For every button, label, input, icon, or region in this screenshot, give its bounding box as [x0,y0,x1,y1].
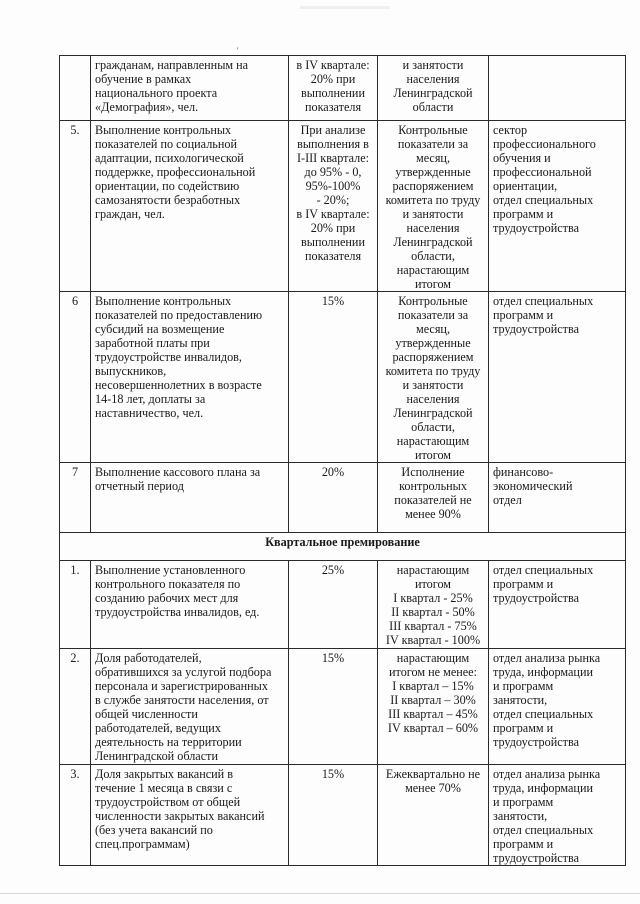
condition-line: II квартал - 50% [391,605,475,619]
condition-line: итогом [414,577,452,591]
condition-line: IV квартал – 60% [387,721,479,735]
page-bottom-edge [0,893,640,894]
weight-line: в IV квартале: [296,58,370,72]
condition-line: области [412,100,454,114]
condition-line: нарастающим [396,263,470,277]
criterion-cell [91,463,289,533]
condition-line: Ленинградской [393,86,473,100]
table-row [60,56,626,121]
responsible-cell [489,56,626,121]
weight-line: I-III квартале: [296,151,370,165]
condition-line: I квартал – 15% [392,679,474,693]
criterion-line: течение 1 месяца в связи с [95,781,233,795]
criterion-line: Ленинградской области [95,749,218,763]
criterion-line: (без учета вакансий по [95,823,213,837]
responsible-cell [489,292,626,463]
row-number: 1. [60,561,91,649]
condition-line: и занятости [402,207,464,221]
criterion-line: персонала и зарегистрированных [95,679,268,693]
criterion-line: субсидий на возмещение [95,322,225,336]
responsible-line: трудоустройства [493,851,579,865]
scan-dot: ' [237,46,239,55]
condition-line: III квартал - 75% [389,619,477,633]
criterion-line: трудоустройством от общей [95,795,241,809]
responsible-line: программ и [493,837,554,851]
condition-line: комитета по труду [385,364,481,378]
responsible-line: занятости, [493,809,548,823]
criterion-line: Выполнение кассового плана за [95,465,261,479]
criterion-line: деятельность на территории [95,735,242,749]
condition-line: Исполнение [401,465,465,479]
criterion-line: ориентации, по содействию [95,179,240,193]
condition-line: месяц, [415,151,450,165]
condition-line: распоряжением [392,350,474,364]
criterion-line: общей численности [95,707,198,721]
table-row [60,649,626,765]
weight-line: в IV квартале: [296,207,370,221]
condition-line: менее 90% [405,507,461,521]
condition-line: итогом [414,277,452,291]
criterion-line: Выполнение установленного [95,563,246,577]
weight-line: При анализе [300,123,366,137]
condition-line: утвержденные [395,165,471,179]
condition-cell [378,649,489,765]
criterion-line: трудоустройства инвалидов, ед. [95,605,260,619]
weight-line: 15% [321,651,345,665]
table-row [60,463,626,533]
condition-line: населения [406,72,460,86]
responsible-line: профессионального [493,137,596,151]
responsible-line: отдел специальных [493,823,594,837]
condition-cell [378,292,489,463]
responsible-line: экономический [493,479,573,493]
criterion-line: национального проекта [95,86,218,100]
criterion-line: показателей по предоставлению [95,308,263,322]
weight-line: выполнении [301,86,365,100]
row-number: 6 [60,292,91,463]
criterion-line: работодателей, ведущих [95,721,221,735]
weight-line: 20% при [310,72,356,86]
condition-cell [378,463,489,533]
condition-line: Ежеквартально не [385,767,481,781]
weight-cell [289,463,378,533]
table-body [60,56,626,866]
row-number: 3. [60,765,91,866]
responsible-line: программ и [493,577,554,591]
condition-line: утвержденные [395,336,471,350]
condition-line: Ленинградской [393,235,473,249]
responsible-line: отдел специальных [493,294,594,308]
criterion-cell [91,649,289,765]
criterion-line: граждан, чел. [95,207,165,221]
responsible-line: программ и [493,721,554,735]
responsible-line: отдел специальных [493,193,594,207]
criterion-cell [91,561,289,649]
criterion-line: Доля работодателей, [95,651,202,665]
criterion-cell [91,292,289,463]
responsible-line: отдел анализа рынка [493,651,601,665]
responsible-line: программ и [493,207,554,221]
criterion-line: спец.программам) [95,837,190,851]
condition-line: Контрольные [398,123,468,137]
criterion-line: контрольного показателя по [95,577,241,591]
responsible-cell [489,765,626,866]
weight-line: 95%-100% [305,179,361,193]
row-number: 2. [60,649,91,765]
responsible-line: обучения и [493,151,551,165]
condition-line: распоряжением [392,179,474,193]
criterion-line: обратившихся за услугой подбора [95,665,272,679]
section-row [60,533,626,561]
row-number: 7 [60,463,91,533]
condition-line: IV квартал - 100% [385,633,481,647]
criterion-line: трудоустройстве инвалидов, [95,350,242,364]
criterion-line: в службе занятости населения, от [95,693,269,707]
criterion-line: самозанятости безработных [95,193,241,207]
responsible-line: сектор [493,123,528,137]
responsible-line: отдел [493,493,522,507]
row-number: 5. [60,121,91,292]
responsible-line: и программ [493,679,554,693]
criterion-cell [91,765,289,866]
criterion-line: 14-18 лет, доплаты за [95,392,206,406]
responsible-line: трудоустройства [493,221,579,235]
weight-cell [289,649,378,765]
condition-line: комитета по труду [385,193,481,207]
condition-line: итогом не менее: [389,665,477,679]
criterion-line: обучение в рамках [95,72,192,86]
responsible-line: профессиональной [493,165,592,179]
condition-line: населения [406,221,460,235]
weight-line: 20% при [310,221,356,235]
weight-line: 20% [321,465,345,479]
table-row [60,121,626,292]
condition-line: Ленинградской [393,406,473,420]
responsible-line: отдел специальных [493,707,594,721]
weight-line: 15% [321,767,345,781]
criterion-line: Доля закрытых вакансий в [95,767,233,781]
criterion-line: гражданам, направленным на [95,58,249,72]
responsible-cell [489,561,626,649]
criterion-line: отчетный период [95,479,184,493]
criterion-line: Выполнение контрольных [95,294,232,308]
condition-line: нарастающим [396,563,470,577]
condition-line: нарастающим [396,651,470,665]
weight-line: 15% [321,294,345,308]
condition-line: III квартал – 45% [388,707,478,721]
condition-line: показателей не [394,493,472,507]
criterion-line: показателей по социальной [95,137,237,151]
section-title: Квартальное премирование [60,533,626,561]
responsible-cell [489,649,626,765]
condition-line: контрольных [399,479,467,493]
condition-line: итогом [414,448,452,462]
criterion-line: Выполнение контрольных [95,123,232,137]
responsible-cell [489,121,626,292]
responsible-line: отдел анализа рынка [493,767,601,781]
condition-line: и занятости [402,378,464,392]
responsible-cell [489,463,626,533]
condition-line: населения [406,392,460,406]
condition-line: нарастающим [396,434,470,448]
weight-line: до 95% - 0, [304,165,362,179]
responsible-line: и программ [493,795,554,809]
row-number [60,56,91,121]
responsible-line: трудоустройства [493,591,579,605]
criterion-line: несовершеннолетних в возрасте [95,378,262,392]
weight-cell [289,765,378,866]
criterion-cell [91,121,289,292]
table-row [60,292,626,463]
responsible-line: отдел специальных [493,563,594,577]
condition-cell [378,561,489,649]
scan-artifact [300,6,390,9]
condition-line: показатели за [397,308,469,322]
criterion-line: поддержке, профессиональной [95,165,256,179]
weight-line: выполнении [301,235,365,249]
weight-cell [289,561,378,649]
criterion-cell [91,56,289,121]
table-row [60,765,626,866]
condition-line: показатели за [397,137,469,151]
condition-cell [378,121,489,292]
criterion-line: наставничество, чел. [95,406,204,420]
responsible-line: трудоустройства [493,322,579,336]
criterion-line: «Демография», чел. [95,100,199,114]
table-row [60,561,626,649]
weight-line: показателя [304,100,362,114]
responsible-line: финансово- [493,465,554,479]
condition-cell [378,56,489,121]
responsible-line: ориентации, [493,179,558,193]
condition-cell [378,765,489,866]
condition-line: и занятости [402,58,464,72]
condition-line: области, [411,249,455,263]
condition-line: менее 70% [405,781,461,795]
weight-line: 25% [321,563,345,577]
weight-line: выполнения в [297,137,369,151]
weight-cell [289,121,378,292]
responsible-line: программ и [493,308,554,322]
responsible-line: труда, информации [493,665,593,679]
criterion-line: численности закрытых вакансий [95,809,265,823]
criterion-line: созданию рабочих мест для [95,591,239,605]
condition-line: области, [411,420,455,434]
condition-line: Контрольные [398,294,468,308]
responsible-line: труда, информации [493,781,593,795]
criterion-line: адаптации, психологической [95,151,244,165]
weight-cell [289,56,378,121]
weight-line: показателя [304,249,362,263]
criterion-line: выпускников, [95,364,167,378]
condition-line: месяц, [415,322,450,336]
criterion-line: заработной платы при [95,336,210,350]
criteria-table [59,55,626,866]
condition-line: I квартал - 25% [393,591,473,605]
weight-cell [289,292,378,463]
responsible-line: трудоустройства [493,735,579,749]
responsible-line: занятости, [493,693,548,707]
condition-line: II квартал – 30% [390,693,476,707]
weight-line: - 20%; [316,193,350,207]
